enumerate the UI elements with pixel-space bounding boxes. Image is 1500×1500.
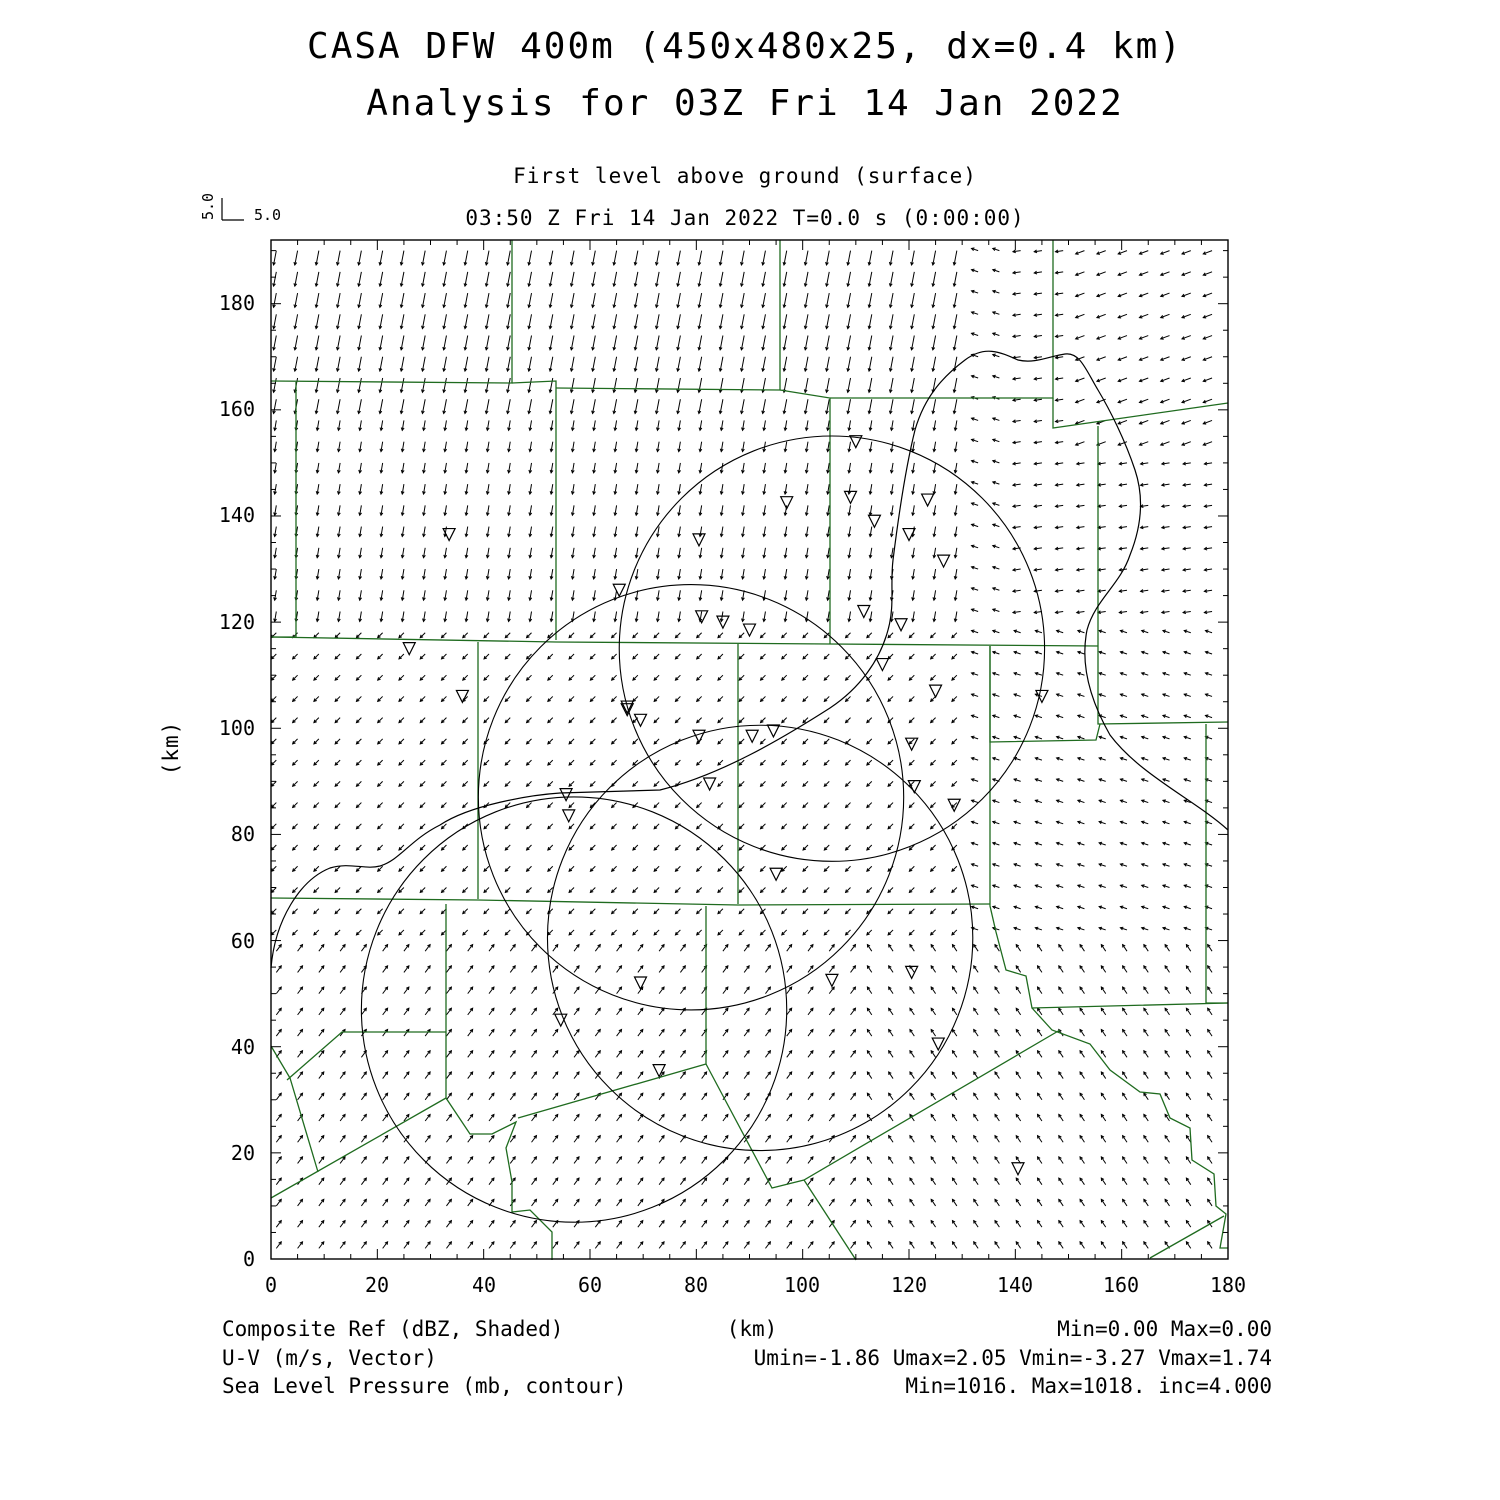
x-axis-labels: [265, 1273, 1246, 1297]
county-line: [271, 637, 1098, 646]
radar-range-rings: [361, 436, 1044, 1222]
county-line: [1206, 724, 1228, 1003]
radar-site-marker: [895, 619, 907, 631]
radar-range-ring: [547, 725, 972, 1150]
plot-frame: [271, 240, 1228, 1259]
radar-site-marker: [826, 974, 838, 986]
radar-site-marker: [403, 643, 415, 655]
radar-site-marker: [704, 778, 716, 790]
vector-scale-key: [199, 193, 281, 224]
x-tick-label: 20: [364, 1273, 390, 1297]
radar-range-ring: [478, 585, 903, 1010]
radar-site-marker: [922, 494, 934, 506]
time-subtitle: 03:50 Z Fri 14 Jan 2022 T=0.0 s (0:00:00): [465, 206, 1025, 230]
radar-site-marker: [858, 606, 870, 618]
footer-field1-name: Composite Ref (dBZ, Shaded): [222, 1317, 564, 1341]
radar-site-marker: [938, 555, 950, 567]
county-line: [1032, 1008, 1228, 1248]
radar-site-marker: [613, 584, 625, 596]
county-line: [780, 390, 830, 644]
radar-site-marker: [868, 515, 880, 527]
county-line: [1098, 426, 1228, 724]
county-line: [706, 1030, 1060, 1188]
radar-site-marker: [1012, 1163, 1024, 1175]
radar-site-marker: [456, 690, 468, 702]
x-tick-label: 140: [996, 1273, 1034, 1297]
radar-site-marker: [845, 491, 857, 503]
x-tick-label: 100: [783, 1273, 821, 1297]
county-line: [271, 898, 990, 905]
county-line: [518, 906, 706, 1118]
footer-field2-stats: Umin=-1.86 Umax=2.05 Vmin=-3.27 Vmax=1.74: [753, 1346, 1272, 1370]
county-line: [830, 240, 1053, 398]
county-line: [990, 646, 1228, 1008]
y-tick-label: 120: [218, 610, 255, 634]
title-line2: Analysis for 03Z Fri 14 Jan 2022: [366, 83, 1124, 124]
y-tick-label: 20: [230, 1141, 255, 1165]
radar-site-marker: [876, 659, 888, 671]
x-tick-label: 160: [1102, 1273, 1140, 1297]
radar-site-marker: [555, 1014, 567, 1026]
y-tick-label: 0: [242, 1247, 255, 1271]
y-axis-labels: [219, 291, 255, 1271]
wind-vector-field: [271, 248, 1212, 1249]
footer-field2-name: U-V (m/s, Vector): [222, 1346, 437, 1370]
x-axis-title: (km): [726, 1317, 778, 1341]
county-line: [446, 904, 552, 1260]
x-tick-label: 60: [577, 1273, 603, 1297]
x-tick-label: 0: [264, 1273, 278, 1297]
radar-site-marker: [767, 725, 779, 737]
radar-site-marker: [693, 730, 705, 742]
radar-site-markers: [403, 436, 1048, 1175]
y-tick-label: 40: [230, 1035, 255, 1059]
county-boundaries: [271, 240, 1228, 1260]
footer-field1-stats: Min=0.00 Max=0.00: [1057, 1317, 1272, 1341]
x-tick-label: 40: [471, 1273, 497, 1297]
county-line: [990, 646, 1100, 742]
radar-site-marker: [693, 534, 705, 546]
footer-field3-stats: Min=1016. Max=1018. inc=4.000: [905, 1374, 1272, 1398]
y-tick-label: 140: [218, 503, 255, 527]
county-line: [271, 240, 512, 383]
x-tick-label: 120: [890, 1273, 928, 1297]
scale-key-v-label: 5.0: [199, 192, 217, 220]
radar-site-marker: [560, 789, 572, 801]
county-line: [512, 381, 556, 640]
radar-site-marker: [746, 730, 758, 742]
y-tick-label: 60: [230, 929, 255, 953]
radar-site-marker: [906, 738, 918, 750]
y-tick-label: 160: [218, 397, 255, 421]
radar-site-marker: [635, 977, 647, 989]
radar-site-marker: [744, 624, 756, 636]
radar-site-marker: [563, 810, 575, 822]
y-tick-label: 80: [230, 822, 255, 846]
pressure-contour-1016: [271, 351, 1228, 968]
y-axis-title: (km): [159, 720, 183, 776]
y-tick-label: 100: [218, 716, 255, 740]
radar-site-marker: [717, 616, 729, 628]
county-line: [271, 1098, 446, 1198]
county-line: [556, 240, 780, 390]
footer-field3-name: Sea Level Pressure (mb, contour): [222, 1374, 627, 1398]
radar-site-marker: [770, 868, 782, 880]
axis-ticks: [271, 240, 1228, 1259]
scale-key-u-label: 5.0: [254, 206, 282, 224]
level-subtitle: First level above ground (surface): [513, 164, 977, 188]
y-tick-label: 180: [218, 291, 255, 315]
x-tick-label: 80: [683, 1273, 709, 1297]
radar-site-marker: [930, 685, 942, 697]
title-line1: CASA DFW 400m (450x480x25, dx=0.4 km): [307, 26, 1183, 67]
radar-range-ring: [361, 797, 786, 1222]
radar-site-marker: [635, 714, 647, 726]
x-tick-label: 180: [1209, 1273, 1247, 1297]
radar-range-ring: [619, 436, 1044, 861]
